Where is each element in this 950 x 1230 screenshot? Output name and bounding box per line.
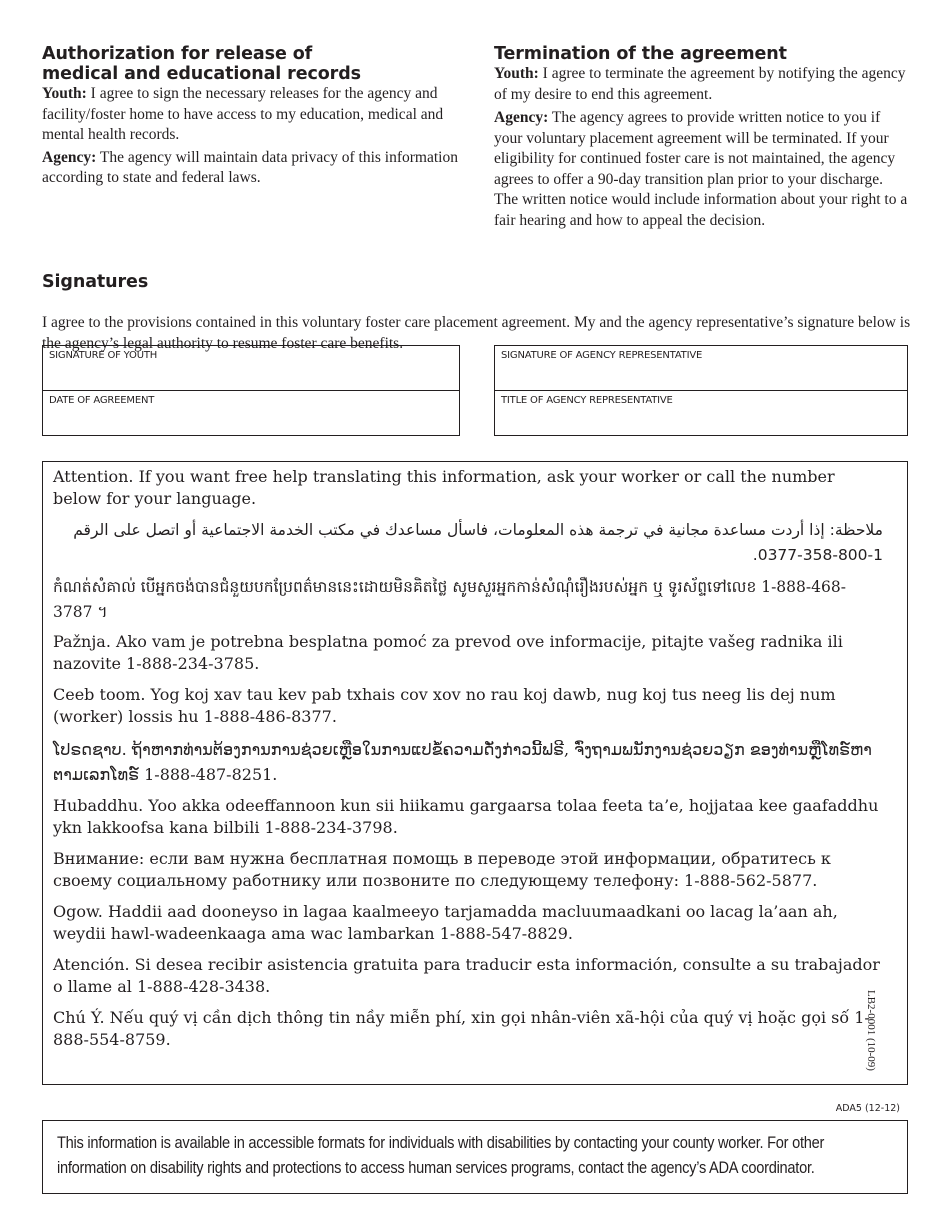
date-of-agreement-field[interactable]: DATE OF AGREEMENT bbox=[43, 390, 459, 435]
authorization-section bbox=[42, 44, 462, 189]
lang-khmer: កំណត់សំគាល់ បើអ្នកចង់បានជំនួយបកប្រែពត៌មាននេះដោយមិនគិតថ្លៃ សូមសួរអ្នកកាន់សំណុំរឿងរបស់អ្នក ឬ ទូរស័ព្ទទៅលេខ 1-888-468-3787 ។ bbox=[53, 578, 846, 621]
signature-of-agency-field[interactable]: SIGNATURE OF AGENCY REPRESENTATIVE bbox=[501, 350, 703, 361]
lang-vietnamese: Chú Ý. Nếu quý vị cần dịch thông tin nầy miễn phí, xin gọi nhân-viên xã-hội của quý vị hoặc gọi số 1-888-554-8759. bbox=[53, 1008, 870, 1049]
termination-youth: Youth: I agree to terminate the agreement by notifying the agency of my desire to end this agreement. bbox=[494, 65, 906, 103]
title-of-agency-field[interactable]: TITLE OF AGENCY REPRESENTATIVE bbox=[495, 390, 907, 435]
youth-signature-box bbox=[42, 345, 460, 436]
ada-notice: This information is available in accessible formats for individuals with disabilities by contacting your county worker. For other information on disability rights and protections to access human services programs, contact the agency’s ADA coordinator. bbox=[57, 1133, 825, 1177]
ada-code: ADA5 (12-12) bbox=[835, 1103, 900, 1114]
ada-notice-box bbox=[42, 1120, 908, 1194]
signatures-title: Signatures bbox=[42, 272, 149, 292]
signatures-intro: I agree to the provisions contained in this voluntary foster care placement agreement. My and the agency representative’s signature below is the agency’s legal authority to resume foster care benefits. bbox=[42, 313, 911, 352]
lang-bosnian: Pažnja. Ako vam je potrebna besplatna pomoć za prevod ove informacije, pitajte vašeg radnika ili nazovite 1-888-234-3785. bbox=[53, 632, 843, 673]
lang-somali: Ogow. Haddii aad dooneyso in lagaa kaalmeeyo tarjamadda macluumaadkani oo lacag la’aan ah, weydii hawl-wadeenkaaga ama wac lambarkan 1-888-547-8829. bbox=[53, 902, 838, 943]
form-id: LB2-0001 (10-09) bbox=[865, 990, 877, 1071]
signature-of-youth-field[interactable]: SIGNATURE OF YOUTH bbox=[49, 350, 158, 361]
authorization-youth: Youth: I agree to sign the necessary releases for the agency and facility/foster home to have access to my education, medical and mental health records. bbox=[42, 85, 444, 143]
termination-title: Termination of the agreement bbox=[494, 44, 787, 64]
agency-signature-box bbox=[494, 345, 908, 436]
lang-spanish: Atención. Si desea recibir asistencia gratuita para traducir esta información, consulte a su trabajador o llame al 1-888-428-3438. bbox=[53, 955, 880, 996]
authorization-agency: Agency: The agency will maintain data privacy of this information according to state and federal laws. bbox=[42, 148, 458, 186]
lang-hmong: Ceeb toom. Yog koj xav tau kev pab txhais cov xov no rau koj dawb, nug koj tus neeg lis dej num (worker) lossis hu 1-888-486-8377. bbox=[53, 685, 836, 726]
lang-russian: Внимание: если вам нужна бесплатная помощь в переводе этой информации, обратитесь к своему социальному работнику или позвоните по следующему телефону: 1-888-562-5877. bbox=[53, 849, 831, 890]
authorization-title: Authorization for release of medical and educational records bbox=[42, 44, 361, 84]
lang-lao: ໂປຣດຊາບ. ຖ້າຫາກທ່ານຕ້ອງການການຊ່ວຍເຫຼືອໃນການແປຂໍ້ຄວາມດັ່ງກ່າວນີ້ຟຣີ, ຈົ່ງຖາມພນັກງານຊ່ວຍວຽກ ຂອງທ່ານຫຼືໂທຣ໌ຫາຕາມເລກໂທຣ໌ 1-888-487-8251. bbox=[53, 740, 872, 784]
lang-oromo: Hubaddhu. Yoo akka odeeffannoon kun sii hiikamu gargaarsa tolaa feeta ta’e, hojjataa kee gaafaddhu ykn lakkoofsa kana bilbili 1-888-234-3798. bbox=[53, 796, 879, 837]
termination-agency: Agency: The agency agrees to provide written notice to you if your voluntary placement agreement will be terminated. If your eligibility for continued foster care is not maintained, the agency agrees to offer a 90-day transition plan prior to your discharge. The written notice would include information about your right to a fair hearing and how to appeal the decision. bbox=[494, 109, 908, 229]
termination-section bbox=[494, 44, 910, 231]
lang-arabic: ملاحظة: إذا أردت مساعدة مجانية في ترجمة هذه المعلومات، فاسأل مساعدك في مكتب الخدمة الاجتماعية أو اتصل على الرقم 1-800-358-0377. bbox=[73, 521, 883, 564]
lang-english: Attention. If you want free help translating this information, ask your worker or call the number below for your language. bbox=[53, 467, 835, 508]
language-assistance-box bbox=[42, 461, 908, 1085]
